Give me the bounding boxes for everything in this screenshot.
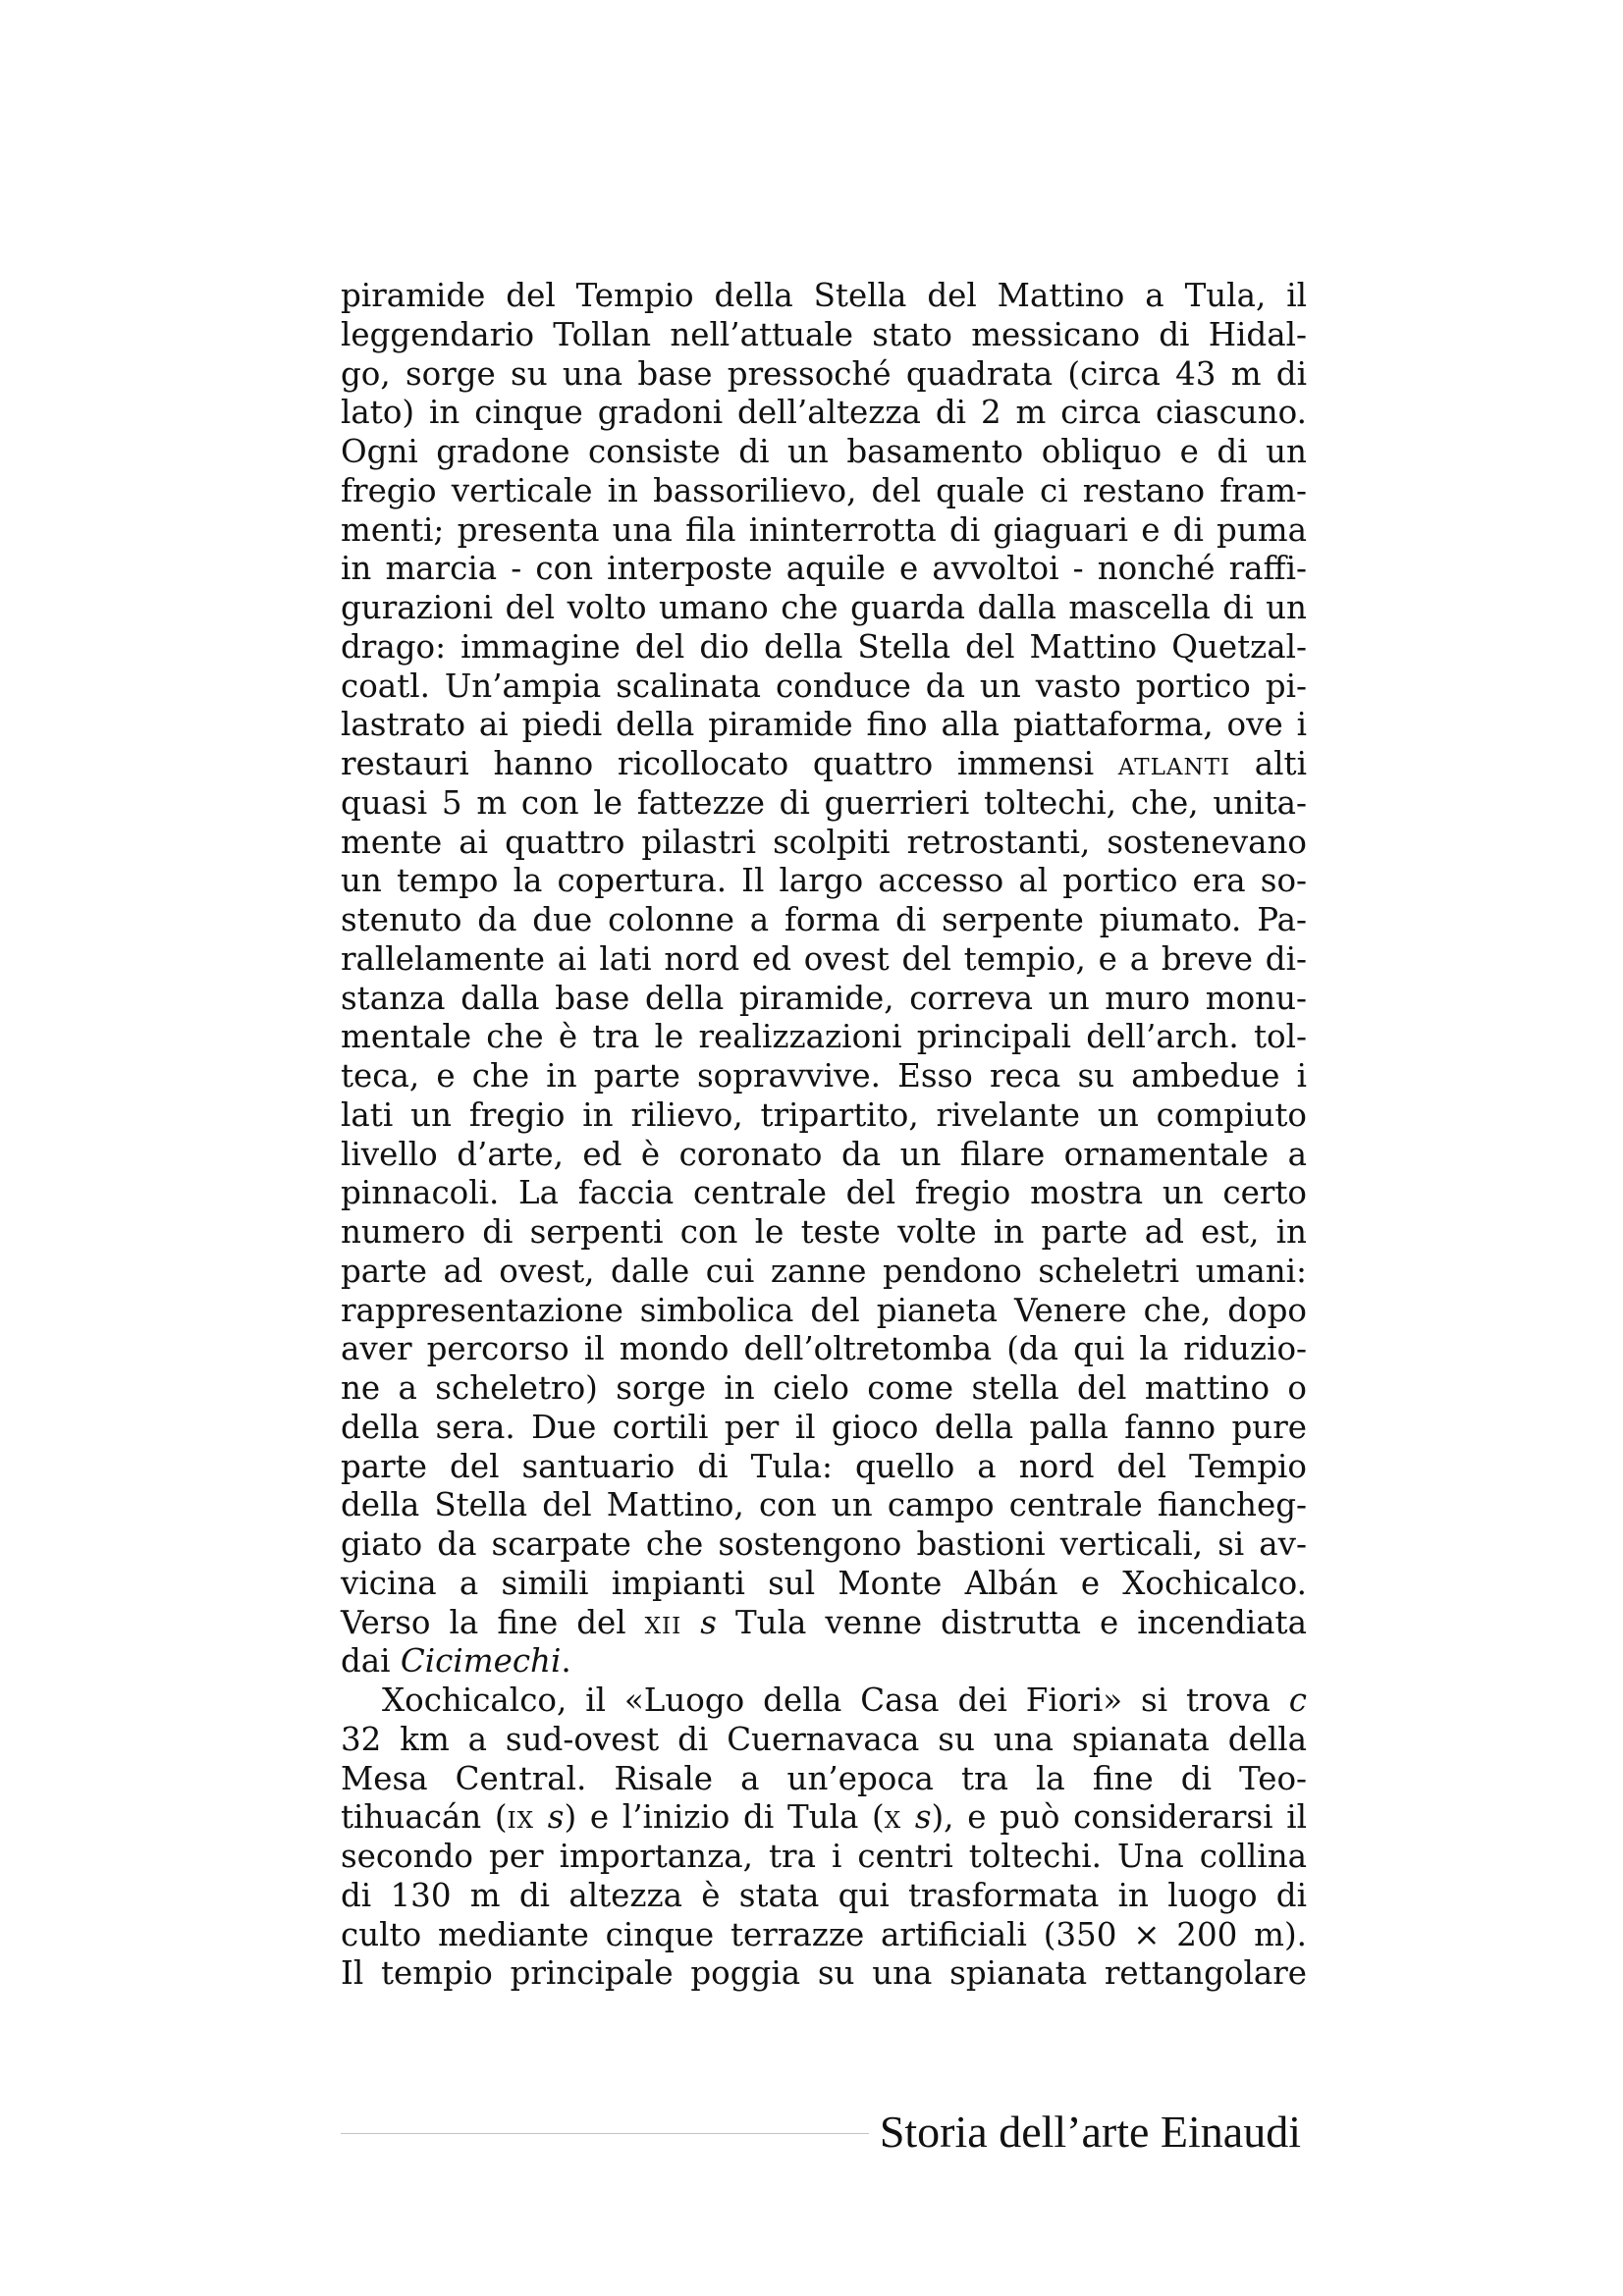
footer-title: Storia dell’arte Einaudi [879, 2107, 1301, 2157]
text-line: piramide del Tempio della Stella del Mattino a Tula, il [341, 277, 1307, 314]
text-line: aver percorso il mondo dell’oltretomba (da qui la riduzio- [341, 1330, 1307, 1368]
paragraph-start-xochicalco [341, 1682, 1307, 1721]
text-line: Ogni gradone consiste di un basamento obliquo e di un [341, 433, 1307, 470]
text-line: lati un fregio in rilievo, tripartito, rivelante un compiuto [341, 1095, 1307, 1134]
text-line: della sera. Due cortili per il gioco della palla fanno pure [341, 1408, 1307, 1446]
text-segment: . [561, 1642, 571, 1681]
text-segment: restauri hanno ricollocato quattro immensi [341, 745, 1118, 782]
italic-secolo: s [547, 1798, 565, 1837]
text-line: culto mediante cinque terrazze artificiali (350 × 200 m). [341, 1915, 1307, 1953]
smallcaps-century: x [884, 1798, 902, 1837]
footer-divider [341, 2133, 869, 2134]
text-line: 32 km a sud-ovest di Cuernavaca su una spianata della [341, 1720, 1307, 1758]
text-segment: Verso la fine del [341, 1603, 645, 1641]
italic-secolo: s [700, 1603, 717, 1641]
text-line: della Stella del Mattino, con un campo centrale fiancheg- [341, 1486, 1307, 1524]
text-segment: alti [1230, 745, 1308, 782]
text-line: secondo per importanza, tra i centri toltechi. Una collina [341, 1838, 1307, 1875]
smallcaps-century: xii [644, 1603, 682, 1641]
text-line: Il tempio principale poggia su una spianata rettangolare [341, 1954, 1307, 1993]
text-segment: Xochicalco, il «Luogo della Casa dei Fiori» si trova [382, 1682, 1289, 1719]
text-line: parte del santuario di Tula: quello a nord del Tempio [341, 1447, 1307, 1485]
text-line: leggendario Tollan nell’attuale stato messicano di Hidal- [341, 315, 1307, 353]
text-segment: ) e l’inizio di Tula ( [564, 1798, 885, 1837]
text-line: un tempo la copertura. Il largo accesso al portico era so- [341, 862, 1307, 900]
text-line: pinnacoli. La faccia centrale del fregio mostra un certo [341, 1174, 1307, 1212]
text-line: parte ad ovest, dalle cui zanne pendono scheletri umani: [341, 1252, 1307, 1290]
text-line: lastrato ai piedi della piramide fino alla piattaforma, ove i [341, 706, 1307, 744]
text-line: Mesa Central. Risale a un’epoca tra la fine di Teo- [341, 1759, 1307, 1797]
text-line: go, sorge su una base pressoché quadrata (circa 43 m di [341, 354, 1307, 393]
text-line: numero di serpenti con le teste volte in parte ad est, in [341, 1213, 1307, 1251]
text-line: stanza dalla base della piramide, correva un muro monu- [341, 979, 1307, 1017]
text-line: mente ai quattro pilastri scolpiti retrostanti, sostenevano [341, 823, 1307, 861]
body-text [341, 277, 1307, 1994]
text-line: teca, e che in parte sopravvive. Esso reca su ambedue i [341, 1057, 1307, 1095]
text-line-ix [341, 1798, 1307, 1838]
smallcaps-century: ix [507, 1798, 535, 1837]
text-line: drago: immagine del dio della Stella del Mattino Quetzal- [341, 627, 1307, 666]
text-line: gurazioni del volto umano che guarda dalla mascella di un [341, 589, 1307, 626]
text-line: di 130 m di altezza è stata qui trasformata in luogo di [341, 1876, 1307, 1914]
text-line: quasi 5 m con le fattezze di guerrieri toltechi, che, unita- [341, 783, 1307, 822]
italic-term-cicimechi: Cicimechi [400, 1642, 562, 1681]
text-segment: Tula venne distrutta e incendiata [716, 1603, 1307, 1641]
text-line: vicina a simili impianti sul Monte Albán e Xochicalco. [341, 1564, 1307, 1602]
text-line: in marcia - con interposte aquile e avvoltoi - nonché raffi- [341, 550, 1307, 588]
text-line: livello d’arte, ed è coronato da un filare ornamentale a [341, 1135, 1307, 1173]
text-line: rappresentazione simbolica del pianeta Venere che, dopo [341, 1291, 1307, 1329]
text-segment: tihuacán ( [341, 1798, 508, 1837]
italic-secolo: s [914, 1798, 932, 1837]
text-segment: ), e può considerarsi il [931, 1798, 1307, 1837]
text-line: coatl. Un’ampia scalinata conduce da un vasto portico pi- [341, 667, 1307, 705]
text-line-xii [341, 1604, 1307, 1643]
text-segment: dai [341, 1642, 401, 1681]
text-line: giato da scarpate che sostengono bastioni verticali, si av- [341, 1525, 1307, 1563]
text-line: ne a scheletro) sorge in cielo come stella del mattino o [341, 1369, 1307, 1407]
text-line: fregio verticale in bassorilievo, del quale ci restano fram- [341, 471, 1307, 509]
text-line: menti; presenta una fila ininterrotta di giaguari e di puma [341, 510, 1307, 549]
text-line-cicimechi [341, 1642, 1307, 1682]
text-line: stenuto da due colonne a forma di serpente piumato. Pa- [341, 901, 1307, 938]
text-line: lato) in cinque gradoni dell’altezza di 2 m circa ciascuno. [341, 394, 1307, 432]
smallcaps-term-atlanti: atlanti [1117, 745, 1231, 782]
text-line: mentale che è tra le realizzazioni principali dell’arch. tol- [341, 1018, 1307, 1056]
text-line-atlanti [341, 745, 1307, 784]
text-line: rallelamente ai lati nord ed ovest del tempio, e a breve di- [341, 939, 1307, 978]
italic-circa: c [1288, 1682, 1307, 1719]
